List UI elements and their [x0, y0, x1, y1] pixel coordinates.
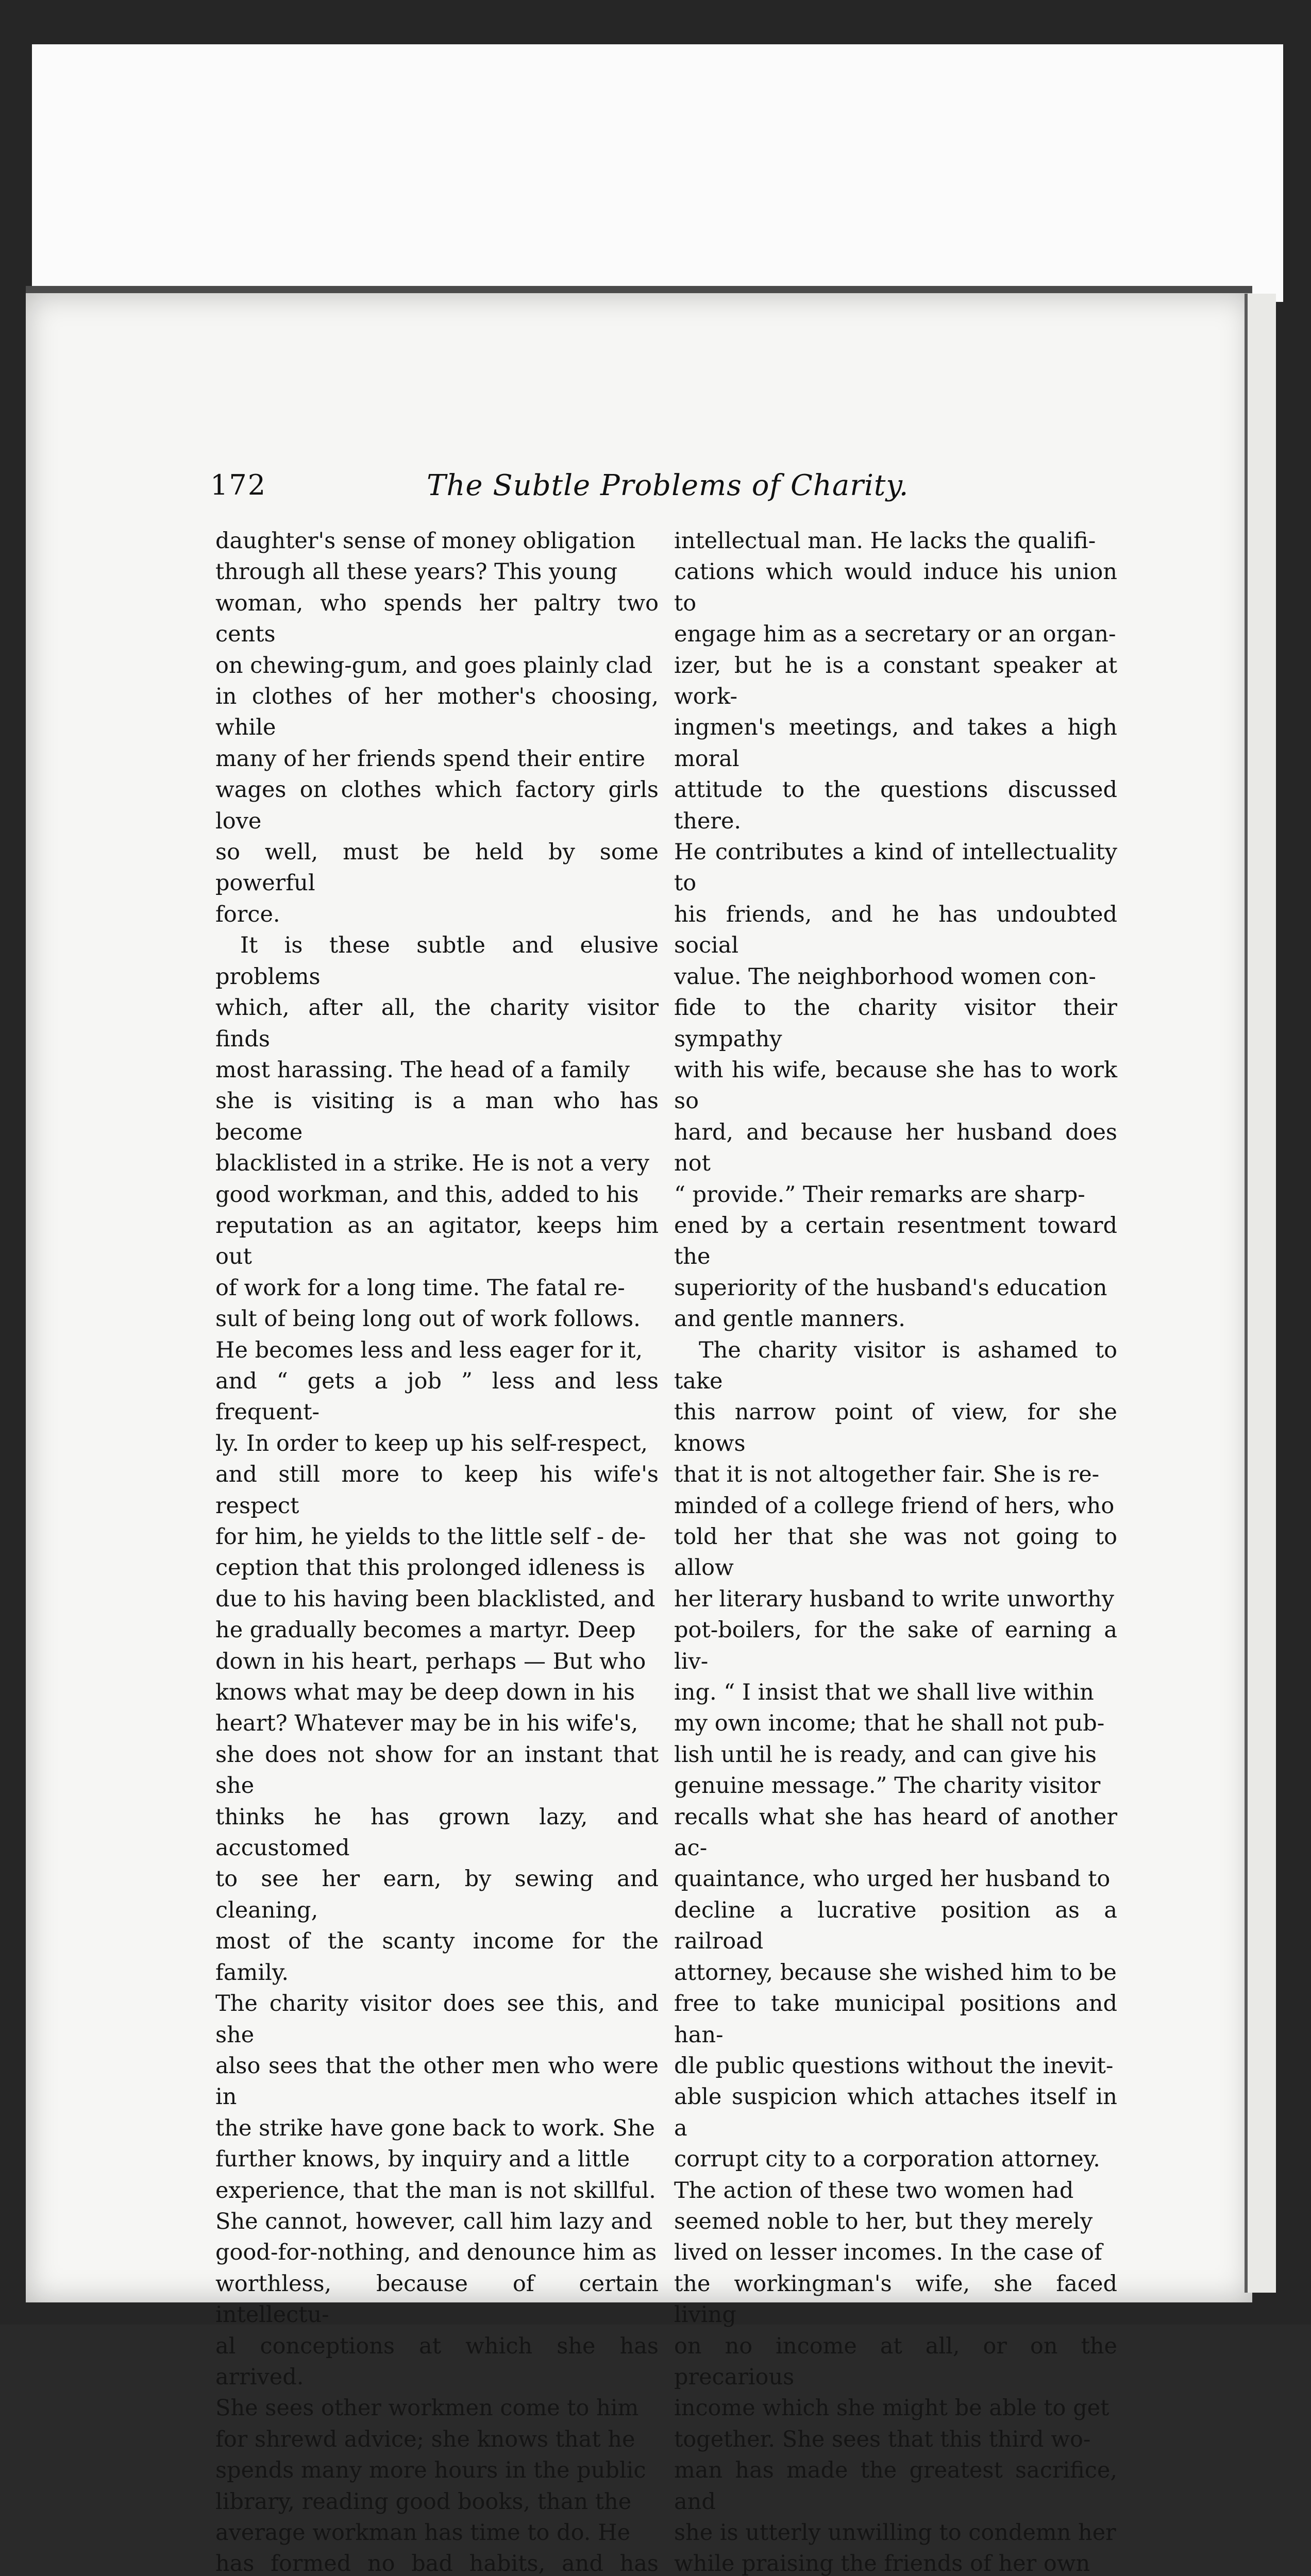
page-edge [1245, 294, 1276, 2293]
paragraph: daughter's sense of money obligation through all these years? This young woman, who spends her paltry two cents on chewing-gum, and goes plainly clad in clothes of her mother's choosing, while many of her friends spend their entire wages on clothes which factory girls love so well, must be held by some powerful force. [215, 528, 659, 927]
paragraph: The charity visitor is ashamed to take this narrow point of view, for she knows that it is not altogether fair. She is re- minded of a college friend of hers, who told her that she was not going to allow her literary husband to write unworthy pot-boilers, for the sake of earning a liv- ing. “ I insist that we shall live within my own income; that he shall not pub- lish until he is ready, and can give his genuine message.” The charity visitor recalls what she has heard of another ac- quaintance, who urged her husband to decline a lucrative position as a railroad attorney, because she wished him to be free to take municipal positions and han- dle public questions without the inevit- able suspicion which attaches itself in a corrupt city to a corporation attorney. The action of these two women had seemed noble to her, but they merely lived on lesser incomes. In the case of the workingman's wife, she faced living on no income at all, or on the precarious income which she might be able to get together. She sees that this third wo- man has made the greatest sacrifice, and she is utterly unwilling to condemn her while praising the friends of her own [674, 1337, 1117, 2576]
paragraph: It is these subtle and elusive problems which, after all, the charity visitor finds most harassing. The head of a family she is visiting is a man who has become blacklisted in a strike. He is not a very good workman, and this, added to his reputation as an agitator, keeps him out of work for a long time. The fatal re- sult of being long out of work follows. He becomes less and less eager for it, and “ gets a job ” less and less frequent- ly. In order to keep up his self-respect, and still more to keep his wife's respect for him, he yields to the little self - de- ception that this prolonged idleness is due to his having been blacklisted, and he gradually becomes a martyr. Deep down in his heart, perhaps — But who knows what may be deep down in his heart? Whatever may be in his wife's, she does not show for an instant that she thinks he has grown lazy, and accustomed to see her earn, by sewing and cleaning, most of the scanty income for the family. The charity visitor does see this, and she also sees that the other men who were in the strike have gone back to work. She further knows, by inquiry and a little experience, that the man is not skillful. She cannot, however, call him lazy and good-for-nothing, and denounce him as worthless, because of certain intellectu- al conceptions at which she has arrived. She sees other workmen come to him for shrewd advice; she knows that he spends many more hours in the public library, reading good books, than the average workman has time to do. He has formed no bad habits, and has [215, 933, 659, 2576]
left-column [215, 526, 659, 2576]
page-number: 172 [210, 469, 267, 501]
page-header [210, 469, 1128, 510]
right-column [674, 526, 1117, 2576]
facing-page-top [32, 44, 1283, 302]
paragraph: intellectual man. He lacks the qualifi- cations which would induce his union to engage him as a secretary or an organ- izer, but he is a constant speaker at work- ingmen's meetings, and takes a high moral attitude to the questions discussed there. He contributes a kind of intellectuality to his friends, and he has undoubted social value. The neighborhood women con- fide to the charity visitor their sympathy with his wife, because she has to work so hard, and because her husband does not “ provide.” Their remarks are sharp- ened by a certain resentment toward the superiority of the husband's education and gentle manners. [674, 528, 1117, 1332]
running-title: The Subtle Problems of Charity. [427, 469, 909, 502]
